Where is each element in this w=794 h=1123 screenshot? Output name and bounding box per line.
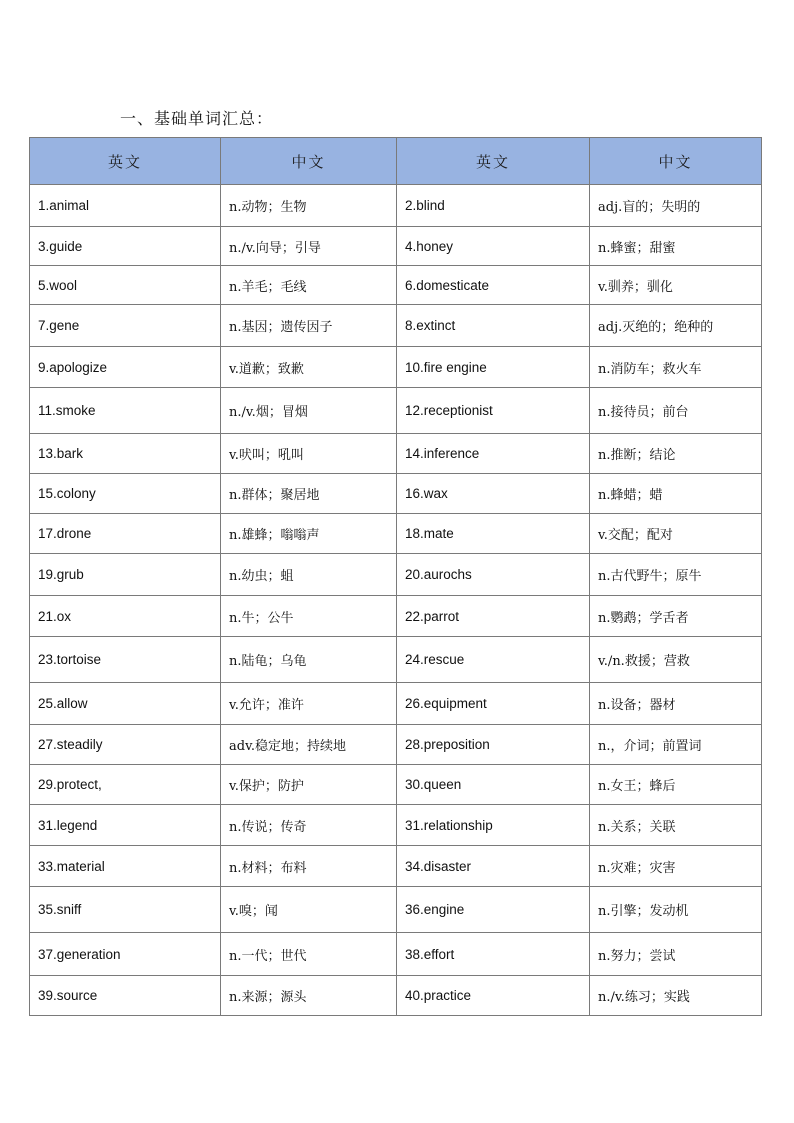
english-word-cell: 12.receptionist [397, 388, 590, 434]
chinese-meaning-cell: n.牛；公牛 [221, 596, 397, 637]
chinese-meaning-cell: n.来源；源头 [221, 976, 397, 1016]
english-word-cell: 34.disaster [397, 846, 590, 887]
english-word-cell: 28.preposition [397, 725, 590, 765]
english-word-cell: 37.generation [30, 933, 221, 976]
chinese-meaning-cell: n.关系；关联 [590, 805, 762, 846]
table-row [30, 227, 762, 266]
english-word-cell: 30.queen [397, 765, 590, 805]
column-header-english-1: 英文 [30, 138, 221, 185]
table-row [30, 347, 762, 388]
chinese-meaning-cell: n.羊毛；毛线 [221, 266, 397, 305]
table-row [30, 637, 762, 683]
english-word-cell: 7.gene [30, 305, 221, 347]
chinese-meaning-cell: n.灾难；灾害 [590, 846, 762, 887]
vocabulary-table-body [30, 185, 762, 1016]
table-row [30, 554, 762, 596]
chinese-meaning-cell: n.蜂蜡；蜡 [590, 474, 762, 514]
chinese-meaning-cell: v.道歉；致歉 [221, 347, 397, 388]
chinese-meaning-cell: n.雄蜂；嗡嗡声 [221, 514, 397, 554]
english-word-cell: 26.equipment [397, 683, 590, 725]
english-word-cell: 29.protect, [30, 765, 221, 805]
table-row [30, 887, 762, 933]
column-header-chinese-2: 中文 [590, 138, 762, 185]
chinese-meaning-cell: n.设备；器材 [590, 683, 762, 725]
table-row [30, 725, 762, 765]
section-title: 一、基础单词汇总： [120, 109, 274, 128]
chinese-meaning-cell: n.蜂蜜；甜蜜 [590, 227, 762, 266]
chinese-meaning-cell: adv.稳定地；持续地 [221, 725, 397, 765]
chinese-meaning-cell: n.女王；蜂后 [590, 765, 762, 805]
table-row [30, 596, 762, 637]
english-word-cell: 2.blind [397, 185, 590, 227]
english-word-cell: 38.effort [397, 933, 590, 976]
english-word-cell: 36.engine [397, 887, 590, 933]
chinese-meaning-cell: adj.灭绝的；绝种的 [590, 305, 762, 347]
english-word-cell: 24.rescue [397, 637, 590, 683]
english-word-cell: 15.colony [30, 474, 221, 514]
english-word-cell: 20.aurochs [397, 554, 590, 596]
chinese-meaning-cell: n.接待员；前台 [590, 388, 762, 434]
chinese-meaning-cell: n./v.练习；实践 [590, 976, 762, 1016]
english-word-cell: 11.smoke [30, 388, 221, 434]
english-word-cell: 19.grub [30, 554, 221, 596]
table-row [30, 846, 762, 887]
table-row [30, 683, 762, 725]
column-header-chinese-1: 中文 [221, 138, 397, 185]
chinese-meaning-cell: n./v.向导；引导 [221, 227, 397, 266]
chinese-meaning-cell: adj.盲的；失明的 [590, 185, 762, 227]
table-row [30, 474, 762, 514]
english-word-cell: 10.fire engine [397, 347, 590, 388]
english-word-cell: 13.bark [30, 434, 221, 474]
english-word-cell: 23.tortoise [30, 637, 221, 683]
chinese-meaning-cell: n.传说；传奇 [221, 805, 397, 846]
english-word-cell: 25.allow [30, 683, 221, 725]
chinese-meaning-cell: v./n.救援；营救 [590, 637, 762, 683]
table-row [30, 514, 762, 554]
english-word-cell: 16.wax [397, 474, 590, 514]
chinese-meaning-cell: n.幼虫；蛆 [221, 554, 397, 596]
table-row [30, 266, 762, 305]
chinese-meaning-cell: v.吠叫；吼叫 [221, 434, 397, 474]
chinese-meaning-cell: v.允许；准许 [221, 683, 397, 725]
table-row [30, 388, 762, 434]
english-word-cell: 22.parrot [397, 596, 590, 637]
chinese-meaning-cell: n.一代；世代 [221, 933, 397, 976]
chinese-meaning-cell: v.驯养；驯化 [590, 266, 762, 305]
english-word-cell: 31.relationship [397, 805, 590, 846]
english-word-cell: 39.source [30, 976, 221, 1016]
english-word-cell: 8.extinct [397, 305, 590, 347]
english-word-cell: 6.domesticate [397, 266, 590, 305]
column-header-english-2: 英文 [397, 138, 590, 185]
chinese-meaning-cell: n.引擎；发动机 [590, 887, 762, 933]
table-header-row [30, 138, 762, 185]
table-row [30, 765, 762, 805]
chinese-meaning-cell: n.努力；尝试 [590, 933, 762, 976]
table-row [30, 933, 762, 976]
chinese-meaning-cell: n./v.烟；冒烟 [221, 388, 397, 434]
english-word-cell: 35.sniff [30, 887, 221, 933]
chinese-meaning-cell: n.鹦鹉；学舌者 [590, 596, 762, 637]
table-row [30, 305, 762, 347]
english-word-cell: 17.drone [30, 514, 221, 554]
english-word-cell: 1.animal [30, 185, 221, 227]
chinese-meaning-cell: n.消防车；救火车 [590, 347, 762, 388]
chinese-meaning-cell: n.群体；聚居地 [221, 474, 397, 514]
english-word-cell: 9.apologize [30, 347, 221, 388]
english-word-cell: 4.honey [397, 227, 590, 266]
chinese-meaning-cell: n.动物；生物 [221, 185, 397, 227]
table-row [30, 976, 762, 1016]
english-word-cell: 5.wool [30, 266, 221, 305]
chinese-meaning-cell: n.基因；遗传因子 [221, 305, 397, 347]
english-word-cell: 3.guide [30, 227, 221, 266]
chinese-meaning-cell: n.推断；结论 [590, 434, 762, 474]
chinese-meaning-cell: n.古代野牛；原牛 [590, 554, 762, 596]
english-word-cell: 18.mate [397, 514, 590, 554]
chinese-meaning-cell: n.材料；布料 [221, 846, 397, 887]
english-word-cell: 27.steadily [30, 725, 221, 765]
vocabulary-table [29, 137, 762, 1016]
english-word-cell: 31.legend [30, 805, 221, 846]
english-word-cell: 40.practice [397, 976, 590, 1016]
english-word-cell: 21.ox [30, 596, 221, 637]
english-word-cell: 33.material [30, 846, 221, 887]
chinese-meaning-cell: v.交配；配对 [590, 514, 762, 554]
chinese-meaning-cell: n.，介词；前置词 [590, 725, 762, 765]
chinese-meaning-cell: v.嗅；闻 [221, 887, 397, 933]
english-word-cell: 14.inference [397, 434, 590, 474]
table-row [30, 805, 762, 846]
chinese-meaning-cell: n.陆龟；乌龟 [221, 637, 397, 683]
table-row [30, 434, 762, 474]
chinese-meaning-cell: v.保护；防护 [221, 765, 397, 805]
table-row [30, 185, 762, 227]
